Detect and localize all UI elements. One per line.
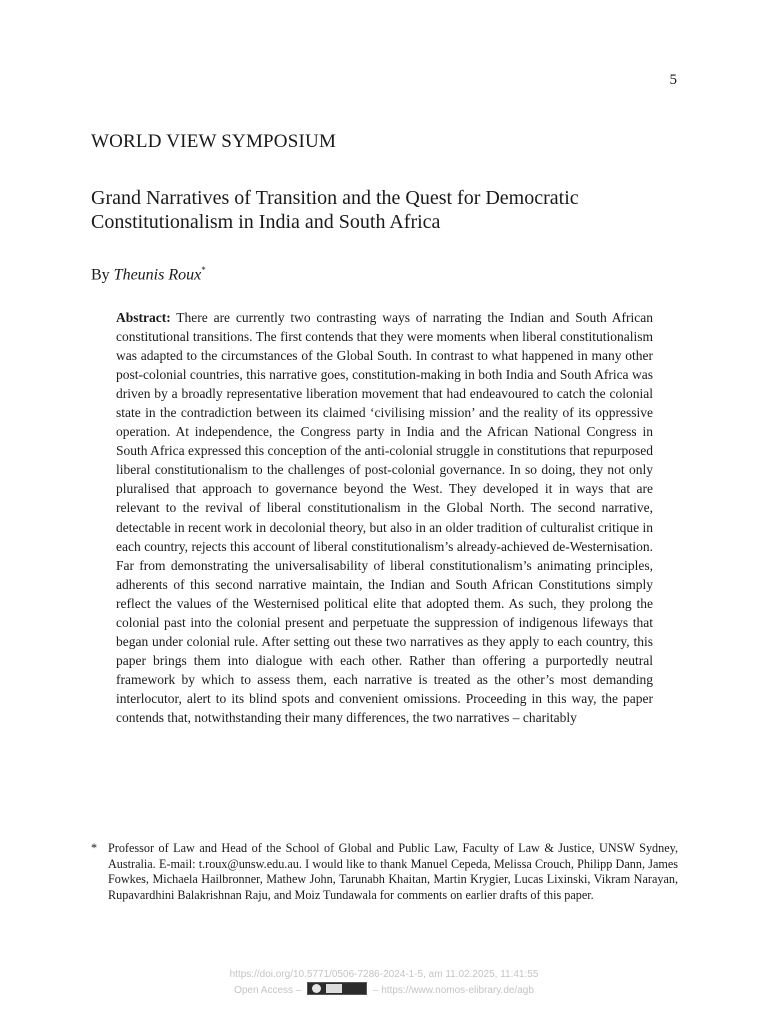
- access-watermark: [0, 968, 768, 998]
- byline: [91, 265, 206, 284]
- cc-by-license-icon: [307, 982, 367, 995]
- byline-prefix: By: [91, 266, 110, 284]
- watermark-license-line: [0, 982, 768, 998]
- watermark-open-access: Open Access –: [234, 985, 302, 996]
- footnote-marker: *: [91, 841, 98, 855]
- abstract-label: Abstract:: [116, 310, 171, 325]
- footnote: [91, 841, 678, 903]
- author-footnote-marker: *: [201, 265, 206, 275]
- page-number: 5: [669, 72, 677, 88]
- watermark-agb-link: – https://www.nomos-elibrary.de/agb: [372, 985, 534, 996]
- section-label: WORLD VIEW SYMPOSIUM: [91, 131, 337, 152]
- article-title: Grand Narratives of Transition and the Quest for Democratic Constitutionalism in India and South Africa: [91, 187, 579, 233]
- watermark-doi-line: https://doi.org/10.5771/0506-7286-2024-1-5, am 11.02.2025, 11:41:55: [229, 969, 539, 980]
- abstract: [116, 308, 653, 727]
- author-name: Theunis Roux: [113, 266, 202, 284]
- abstract-text: There are currently two contrasting ways of narrating the Indian and South African constitutional transitions. The first contends that they were moments when liberal constitutionalism was adapted to the circumstances of the Global South. In contrast to what happened in many other post-colonial countries, this narrative goes, constitution-making in both India and South Africa was driven by a broadly representative liberation movement that had endeavoured to catch the colonial state in the contradiction between its claimed ‘civilising mission’ and the reality of its oppressive operation. At independence, the Congress party in India and the African National Congress in South Africa expressed this conception of the anti-colonial struggle in constitutions that repurposed liberal constitutionalism to the challenges of post-colonial governance. In so doing, they not only pluralised that approach to governance beyond the West. They developed it in ways that are relevant to the revival of liberal constitutionalism in the Global North. The second narrative, detectable in recent work in decolonial theory, but also in an older tradition of culturalist critique in each country, rejects this account of liberal constitutionalism’s already-achieved de-Westernisation. Far from demonstrating the universalisability of liberal constitutionalism’s animating principles, adherents of this second narrative maintain, the Indian and South African Constitutions simply reflect the values of the Westernised political elite that adopted them. As such, they prolong the colonial past into the colonial present and perpetuate the suppression of indigenous lifeways that began under colonial rule. After setting out these two narratives as they apply to each country, this paper brings them into dialogue with each other. Rather than offering a purportedly neutral framework by which to assess them, each narrative is treated as the other’s most demanding interlocutor, alert to its blind spots and convenient omissions. Proceeding in this way, the paper contends that, notwithstanding their many differences, the two narratives – charitably: [116, 310, 653, 725]
- footnote-text: Professor of Law and Head of the School of Global and Public Law, Faculty of Law & Justice, UNSW Sydney, Australia. E-mail: t.roux@unsw.edu.au. I would like to thank Manuel Cepeda, Melissa Crouch, Philipp Dann, James Fowkes, Michaela Hailbronner, Mathew John, Tarunabh Khaitan, Martin Krygier, Lucas Lixinski, Vikram Narayan, Rupavardhini Balakrishnan Raju, and Moiz Tundawala for comments on earlier drafts of this paper.: [108, 841, 678, 902]
